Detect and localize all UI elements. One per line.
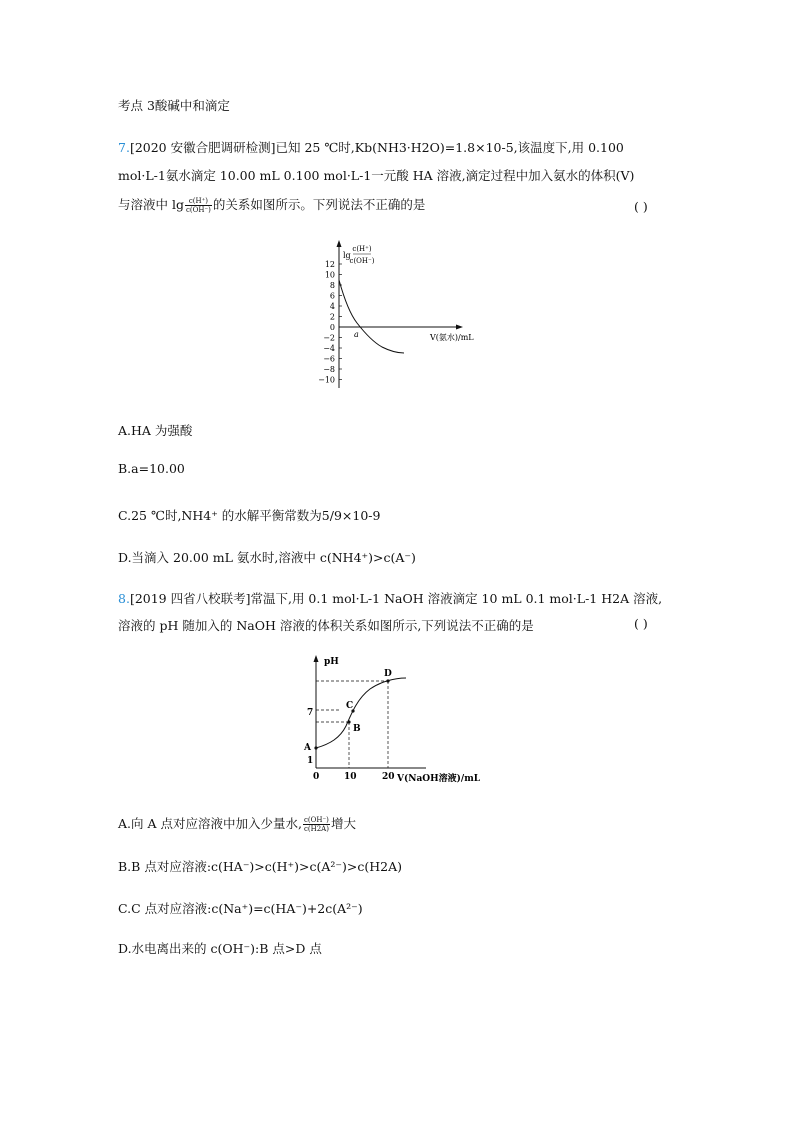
q7-answer-paren: ( ) <box>634 199 648 214</box>
q8-label-a: A <box>304 743 311 753</box>
q8-number: 8. <box>118 591 130 606</box>
q8-line1 <box>118 589 662 607</box>
q8-label-c: C <box>346 701 354 711</box>
q7-ytick-label: 6 <box>329 291 335 301</box>
q8-xtick-0: 0 <box>313 772 320 782</box>
q7-ytick-label: 8 <box>329 281 335 290</box>
q8-chart <box>296 650 506 788</box>
q7-option-b: B.a=10.00 <box>118 461 185 476</box>
q8-option-a-fraction <box>303 816 330 833</box>
q8-point-b-dot <box>347 720 350 723</box>
q8-option-a <box>118 814 356 833</box>
q7-ytick-label: 0 <box>329 323 335 332</box>
q7-line1 <box>118 138 624 156</box>
section-title: 考点 3酸碱中和滴定 <box>118 98 230 113</box>
q7-ytick-label: −6 <box>323 354 335 364</box>
q7-ytick-label: −2 <box>323 333 335 343</box>
q7-text-line3-pre: 与溶液中 lg <box>118 197 184 212</box>
q7-ytick-label: −4 <box>323 344 335 353</box>
q7-text-line1: [2020 安徽合肥调研检测]已知 25 ℃时,Kb(NH3·H2O)=1.8×10-5,该温度下,用 0.100 <box>129 140 624 155</box>
q8-point-d-dot <box>386 679 389 682</box>
q7-ylabel-den: c(OH⁻) <box>349 257 375 265</box>
q8-option-a-post: 增大 <box>330 816 356 831</box>
q7-option-c: C.25 ℃时,NH4⁺ 的水解平衡常数为5/9×10-9 <box>118 508 381 523</box>
q8-ytick-1: 1 <box>307 756 314 766</box>
q8-xlabel: V(NaOH溶液)/mL <box>397 774 481 784</box>
q8-xtick-20: 20 <box>382 772 395 782</box>
q8-option-d: D.水电离出来的 c(OH⁻):B 点>D 点 <box>118 941 322 956</box>
q7-xlabel: V(氨水)/mL <box>430 333 474 342</box>
q8-option-b: B.B 点对应溶液:c(HA⁻)>c(H⁺)>c(A²⁻)>c(H2A) <box>118 859 403 874</box>
q7-y-arrow <box>337 240 342 247</box>
q7-x-arrow <box>456 325 463 330</box>
q7-line3 <box>118 195 425 214</box>
q8-point-a-dot <box>314 746 317 749</box>
q7-option-d: D.当滴入 20.00 mL 氨水时,溶液中 c(NH4⁺)>c(A⁻) <box>118 550 416 565</box>
q7-ytick-label: 4 <box>329 302 335 311</box>
q8-text-line2: 溶液的 pH 随加入的 NaOH 溶液的体积关系如图所示,下列说法不正确的是 <box>118 618 534 633</box>
q7-point-a: a <box>354 330 359 339</box>
q8-option-a-num: c(OH⁻) <box>303 816 329 824</box>
q8-ylabel: pH <box>324 657 339 667</box>
q7-option-a: A.HA 为强酸 <box>118 423 193 438</box>
q7-ylabel-lg: lg <box>343 251 351 260</box>
q7-text-line2: mol·L-1氨水滴定 10.00 mL 0.100 mol·L-1一元酸 HA 溶液,滴定过程中加入氨水的体积(V) <box>118 168 635 183</box>
q7-frac-num: c(H⁺) <box>185 197 212 206</box>
q8-answer-paren: ( ) <box>634 616 648 631</box>
q7-curve <box>339 280 404 353</box>
q7-fraction <box>185 197 212 214</box>
q7-frac-den: c(OH⁻) <box>185 206 211 214</box>
q8-ytick-7: 7 <box>307 708 314 718</box>
q8-curve <box>316 678 406 748</box>
q8-y-arrow <box>314 655 319 662</box>
q8-xtick-10: 10 <box>344 772 357 782</box>
q7-chart <box>300 238 500 393</box>
q8-text-line1: [2019 四省八校联考]常温下,用 0.1 mol·L-1 NaOH 溶液滴定 10 mL 0.1 mol·L-1 H2A 溶液, <box>129 591 663 606</box>
q8-option-c: C.C 点对应溶液:c(Na⁺)=c(HA⁻)+2c(A²⁻) <box>118 901 363 916</box>
q7-ytick-label: 2 <box>329 312 335 322</box>
q8-option-a-den: c(H2A) <box>303 825 329 833</box>
q8-option-a-pre: A.向 A 点对应溶液中加入少量水, <box>118 816 302 831</box>
q7-ytick-label: −10 <box>318 375 335 385</box>
q7-ytick-label: 12 <box>324 260 335 269</box>
q8-label-b: B <box>353 724 361 734</box>
q7-ytick-label: −8 <box>323 365 335 374</box>
q7-ytick-label: 10 <box>324 270 335 280</box>
q7-number: 7. <box>118 140 130 155</box>
q7-ylabel-num: c(H⁺) <box>352 245 372 253</box>
q8-label-d: D <box>384 669 392 679</box>
q7-text-line3-post: 的关系如图所示。下列说法不正确的是 <box>212 197 426 212</box>
q7-yticks <box>318 260 342 385</box>
